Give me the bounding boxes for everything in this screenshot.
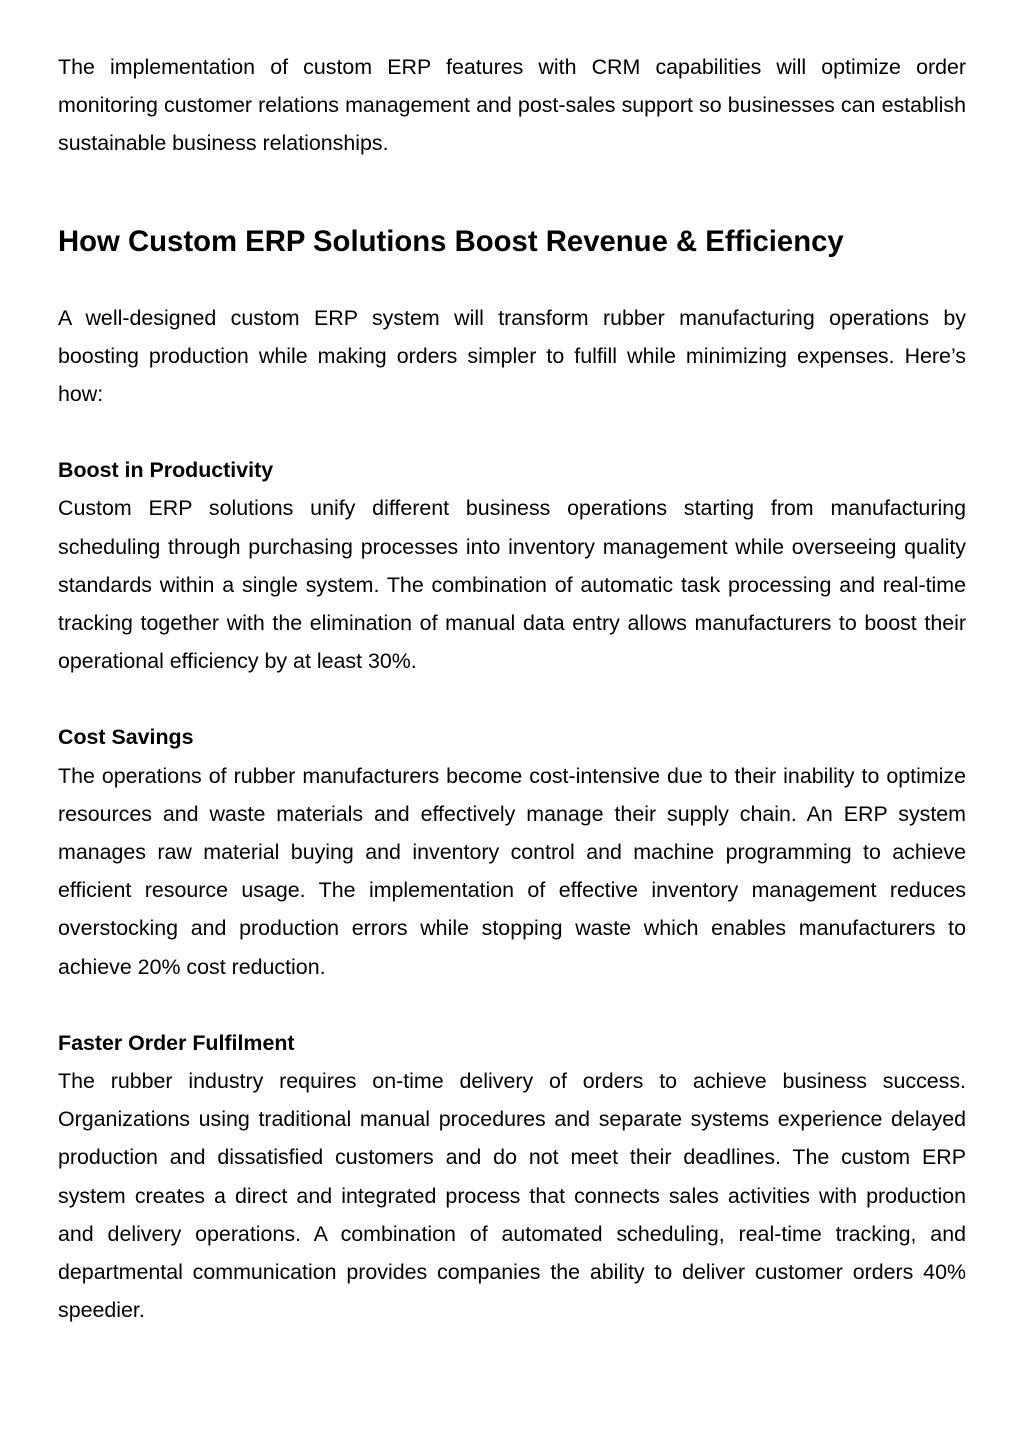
productivity-title: Boost in Productivity — [58, 458, 274, 483]
intro-paragraph: A well-designed custom ERP system will transform rubber manufacturing operations by boosting production while making orders simpler to fulfill while minimizing expenses. Here’s how: — [58, 305, 966, 407]
cost-savings-title: Cost Savings — [58, 725, 194, 750]
productivity-section — [58, 451, 966, 680]
order-fulfilment-title: Faster Order Fulfilment — [58, 1030, 295, 1055]
order-fulfilment-section — [58, 1024, 966, 1330]
opening-paragraph: The implementation of custom ERP features with CRM capabilities will optimize order monitoring customer relations management and post-sales support so businesses can establish sustainable business relationships. — [58, 55, 966, 156]
cost-savings-section — [58, 718, 966, 985]
section-heading: How Custom ERP Solutions Boost Revenue & Efficiency — [58, 224, 844, 258]
order-fulfilment-body: The rubber industry requires on-time delivery of orders to achieve business success. Organizations using traditional manual procedures and separate systems experience delayed production and dissatisfied customers and do not meet their deadlines. The custom ERP system creates a direct and integrated process that connects sales activities with production and delivery operations. A combination of automated scheduling, real-time tracking, and departmental communication provides companies the ability to deliver customer orders 40% speedier. — [58, 1069, 966, 1323]
productivity-body: Custom ERP solutions unify different business operations starting from manufacturing scheduling through purchasing processes into inventory management while overseeing quality standards within a single system. The combination of automatic task processing and real-time tracking together with the elimination of manual data entry allows manufacturers to boost their operational efficiency by at least 30%. — [58, 496, 966, 674]
cost-savings-body: The operations of rubber manufacturers become cost-intensive due to their inability to optimize resources and waste materials and effectively manage their supply chain. An ERP system manages raw material buying and inventory control and machine programming to achieve efficient resource usage. The implementation of effective inventory management reduces overstocking and production errors while stopping waste which enables manufacturers to achieve 20% cost reduction. — [58, 763, 966, 979]
